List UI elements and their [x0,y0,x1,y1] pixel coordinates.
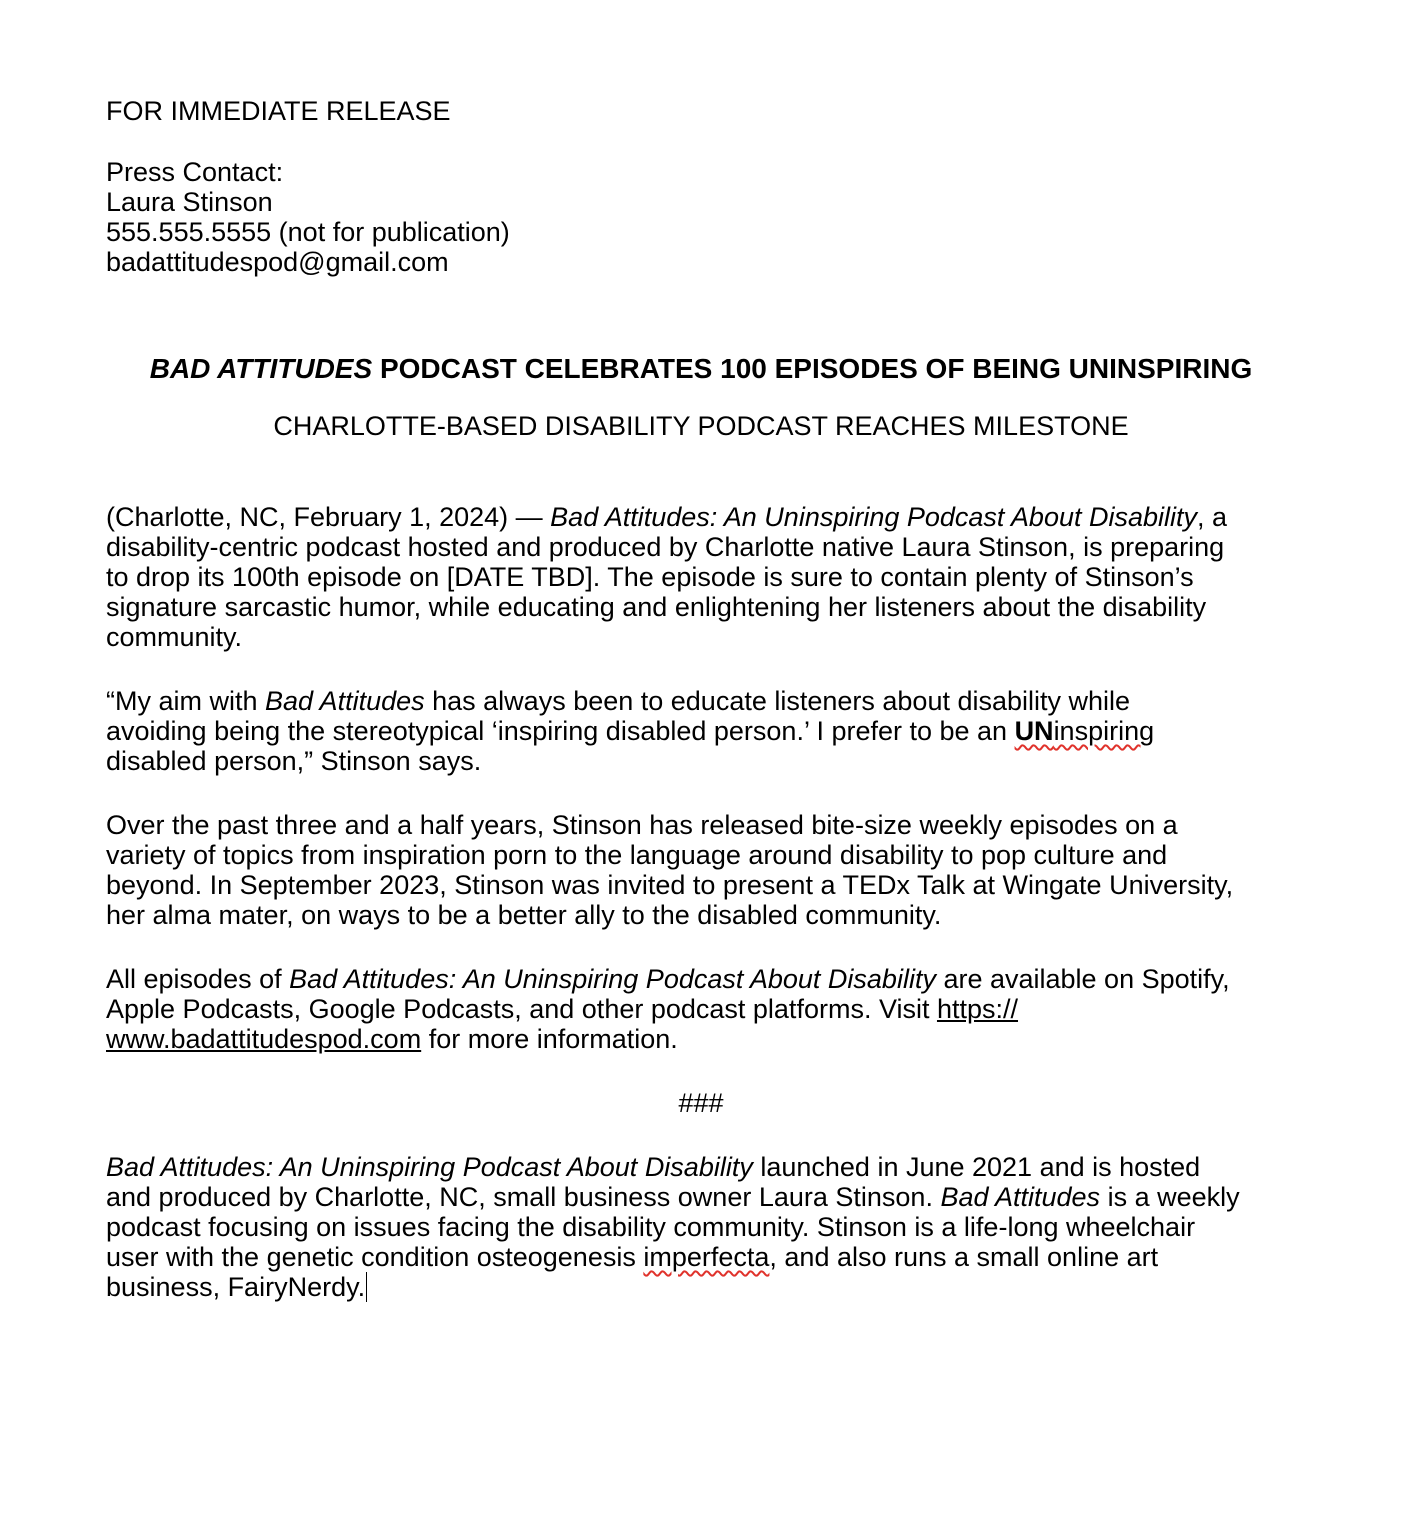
end-marker: ### [678,1088,724,1118]
paragraph-boilerplate: Bad Attitudes: An Uninspiring Podcast About Disability launched in June 2021 and is hosted and produced by Charlotte, NC, small business owner Laura Stinson. Bad Attitudes is a weekly podcast focusing on issues facing the disability community. Stinson is a life-long wheelchair user with the genetic condition osteogenesis imperfecta, and also runs a small online art business, FairyNerdy. [106,1152,1240,1302]
paragraph-history: Over the past three and a half years, Stinson has released bite-size weekly episodes on a variety of topics from inspiration porn to the language around disability to pop culture and beyond. In September 2023, Stinson was invited to present a TEDx Talk at Wingate University, her alma mater, on ways to be a better ally to the disabled community. [106,810,1234,930]
podcast-title: Bad Attitudes: An Uninspiring Podcast About Disability [106,1152,753,1182]
paragraph-intro: (Charlotte, NC, February 1, 2024) — Bad Attitudes: An Uninspiring Podcast About Disability, a disability-centric podcast hosted and produced by Charlotte native Laura Stinson, is preparing to drop its 100th episode on [DATE TBD]. The episode is sure to contain plenty of Stinson’s signature sarcastic humor, while educating and enlightening her listeners about the disability community. [106,502,1228,652]
website-link[interactable]: https:// [936,994,1019,1024]
contact-name: Laura Stinson [106,187,273,217]
contact-phone: 555.555.5555 (not for publication) [106,217,510,247]
podcast-title: Bad Attitudes [940,1182,1101,1212]
document-page[interactable] [106,96,1296,1302]
paragraph-availability: All episodes of Bad Attitudes: An Uninspiring Podcast About Disability are available on Spotify, Apple Podcasts, Google Podcasts, and other podcast platforms. Visit https:// www.badattitudespod.com for more information. [106,964,1230,1054]
press-contact [106,157,1296,277]
podcast-title: Bad Attitudes [265,686,425,716]
headline [76,353,1326,385]
contact-heading: Press Contact: [106,157,284,187]
spellcheck-flagged-word[interactable]: imperfecta [643,1242,770,1272]
podcast-title: Bad Attitudes: An Uninspiring Podcast About Disability [289,964,936,994]
contact-email: badattitudespod@gmail.com [106,247,449,277]
spellcheck-flagged-word[interactable]: UNinspiring [1014,716,1155,746]
release-label: FOR IMMEDIATE RELEASE [106,96,451,126]
website-link[interactable]: www.badattitudespod.com [106,1024,422,1054]
headline-rest: PODCAST CELEBRATES 100 EPISODES OF BEING UNINSPIRING [372,353,1253,384]
paragraph-quote: “My aim with Bad Attitudes has always been to educate listeners about disability while avoiding being the stereotypical ‘inspiring disabled person.’ I prefer to be an UNinspiring disabled person,” Stinson says. [106,686,1155,776]
podcast-title: Bad Attitudes: An Uninspiring Podcast About Disability [550,502,1198,532]
text-cursor [366,1272,367,1302]
headline-title: BAD ATTITUDES [149,353,373,384]
subheadline: CHARLOTTE-BASED DISABILITY PODCAST REACHES MILESTONE [273,411,1129,441]
